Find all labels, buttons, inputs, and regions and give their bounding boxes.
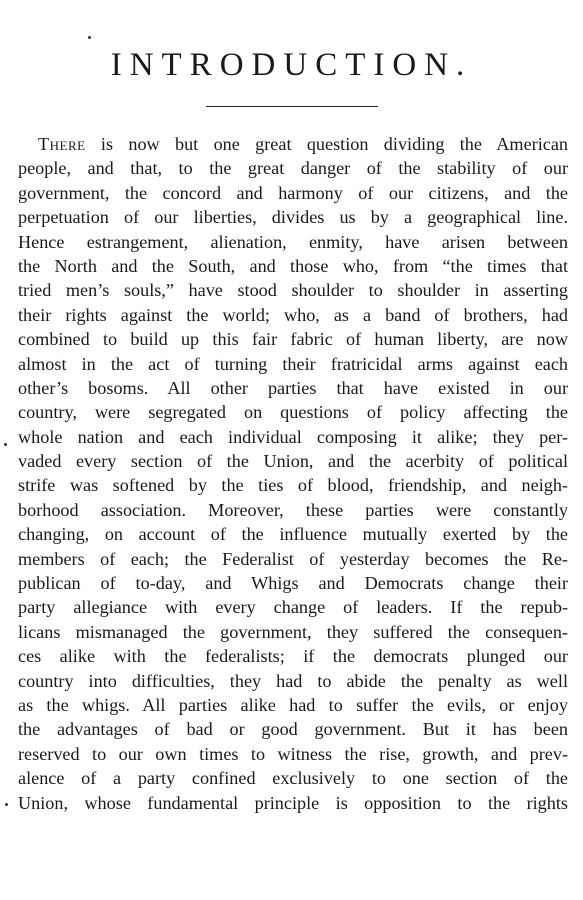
paragraph-line: country into difficulties, they had to abide the penalty as well [18,670,568,691]
paragraph-line: whole nation and each individual composing it alike; they per- [18,426,568,447]
paragraph-line: changing, on account of the influence mutually exerted by the [18,524,568,545]
paragraph-line: members of each; the Federalist of yesterday becomes the Re- [18,548,568,569]
body-paragraph [18,132,568,815]
paragraph-line: publican of to-day, and Whigs and Democrats change their [18,573,568,594]
paragraph-line: combined to build up this fair fabric of human liberty, are now [18,329,568,350]
paragraph-line: as the whigs. All parties alike had to suffer the evils, or enjoy [18,694,568,715]
paragraph-line: party allegiance with every change of leaders. If the repub- [18,597,568,618]
paragraph-line: government, the concord and harmony of our citizens, and the [18,182,568,203]
paragraph-line: Union, whose fundamental principle is opposition to the rights [18,792,568,813]
paragraph-line: tried men’s souls,” have stood shoulder to shoulder in asserting [18,280,568,301]
paragraph-line: licans mismanaged the government, they suffered the consequen- [18,621,568,642]
paragraph-line: the North and the South, and those who, from “the times that [18,255,568,276]
paragraph-line: Hence estrangement, alienation, enmity, have arisen between [18,231,568,252]
print-speck [88,36,91,39]
paragraph-line: other’s bosoms. All other parties that have existed in our [18,377,568,398]
paragraph-line: borhood association. Moreover, these parties were constantly [18,499,568,520]
paragraph-line: alence of a party confined exclusively to one section of the [18,768,568,789]
paragraph-line: reserved to our own times to witness the rise, growth, and prev- [18,743,568,764]
drop-word: There [38,134,86,154]
paragraph-line: ces alike with the federalists; if the democrats plunged our [18,646,568,667]
heading-rule [206,106,378,107]
print-speck [4,443,7,446]
paragraph-line: the advantages of bad or good government. But it has been [18,719,568,740]
print-speck [5,803,8,806]
paragraph-line: people, and that, to the great danger of the stability of our [18,158,568,179]
paragraph-line: There is now but one great question dividing the American [38,134,568,154]
paragraph-line: their rights against the world; who, as a band of brothers, had [18,304,568,325]
paragraph-line: almost in the act of turning their fratricidal arms against each [18,353,568,374]
paragraph-line: country, were segregated on questions of policy affecting the [18,402,568,423]
paragraph-line: vaded every section of the Union, and the acerbity of political [18,451,568,472]
paragraph-line: perpetuation of our liberties, divides us by a geographical line. [18,207,568,228]
paragraph-line: strife was softened by the ties of blood, friendship, and neigh- [18,475,568,496]
chapter-heading: INTRODUCTION. [110,47,473,83]
